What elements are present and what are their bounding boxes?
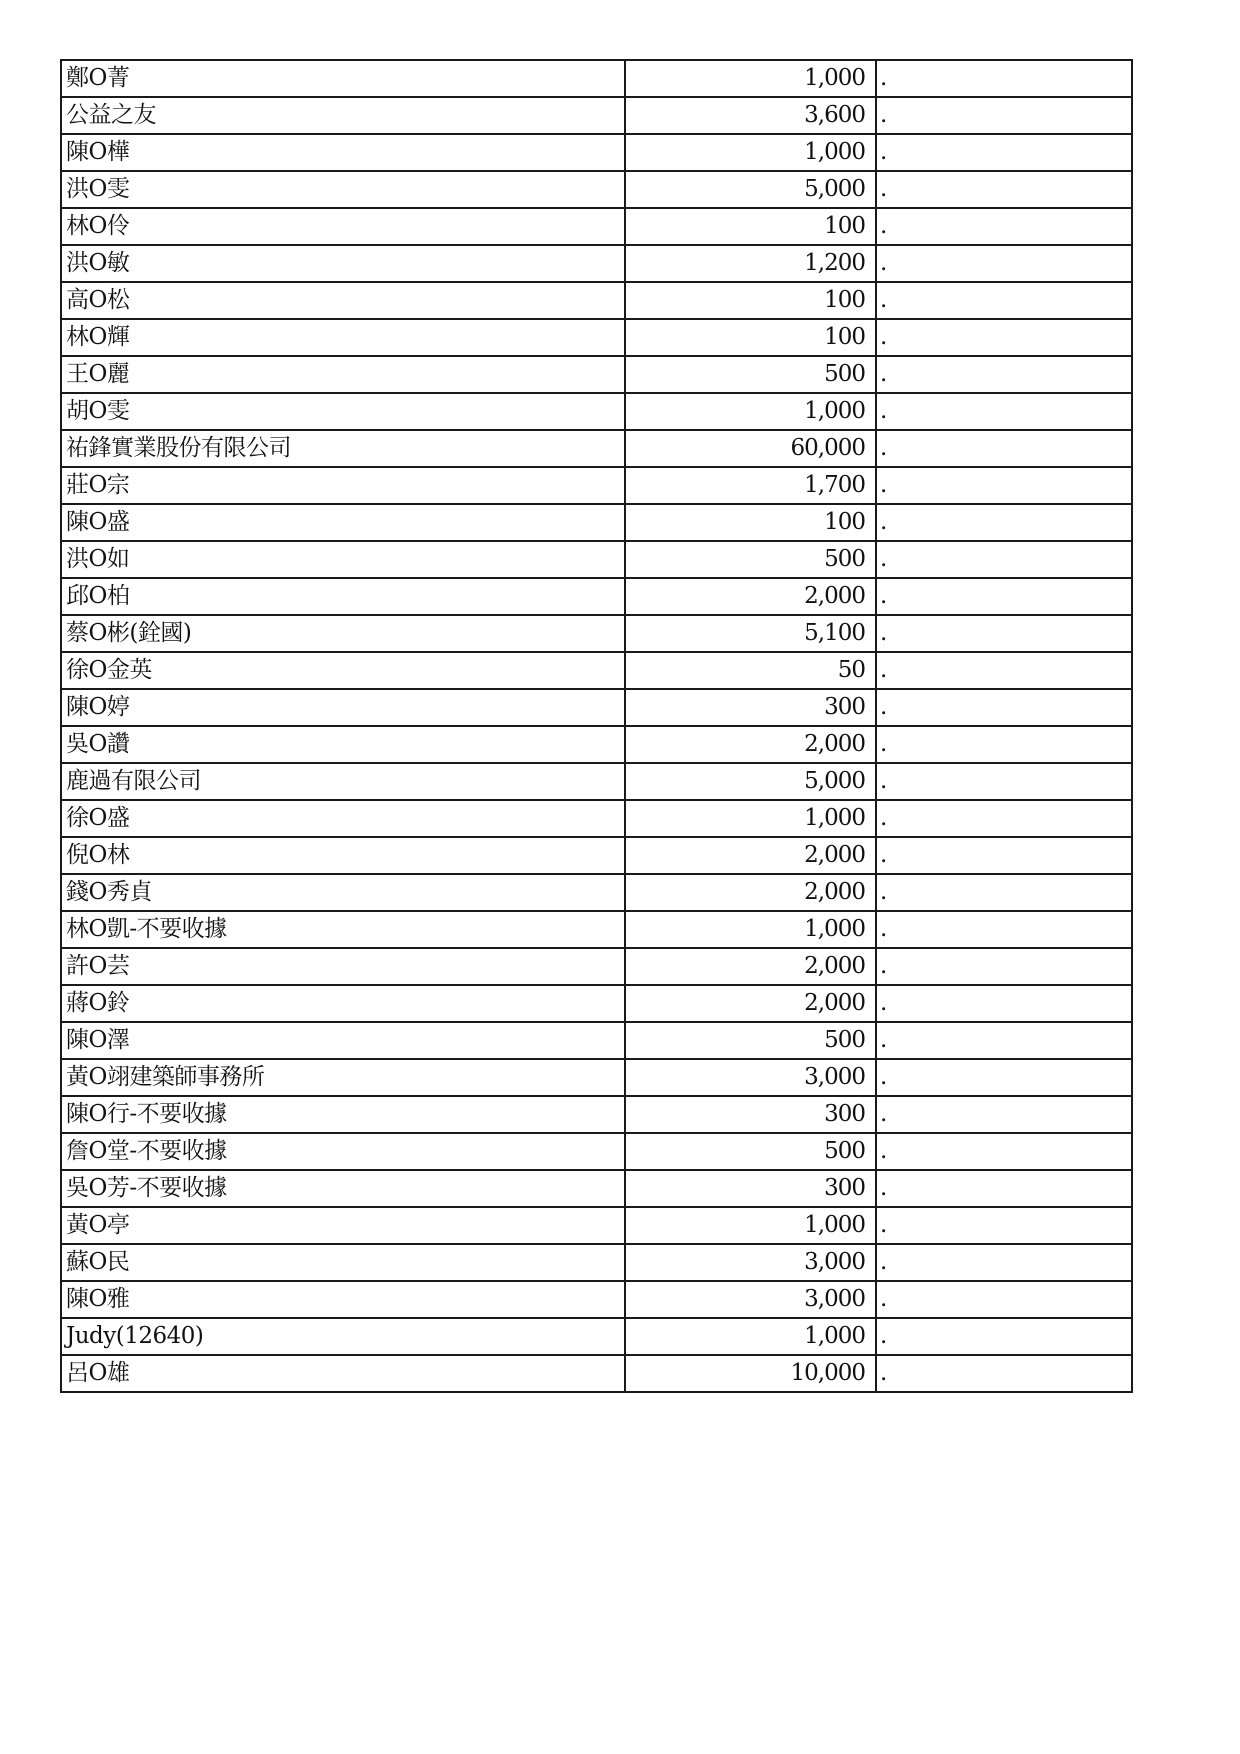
donor-name-cell: 公益之友 bbox=[61, 97, 625, 134]
note-cell: . bbox=[876, 874, 1132, 911]
note-cell: . bbox=[876, 171, 1132, 208]
donation-amount-cell: 2,000 bbox=[625, 578, 876, 615]
donor-name-cell: 吳O芳-不要收據 bbox=[61, 1170, 625, 1207]
table-row bbox=[61, 911, 1132, 948]
note-cell: . bbox=[876, 689, 1132, 726]
donation-amount-cell: 1,700 bbox=[625, 467, 876, 504]
note-cell: . bbox=[876, 1133, 1132, 1170]
donor-name-cell: 陳O行-不要收據 bbox=[61, 1096, 625, 1133]
table-row bbox=[61, 1133, 1132, 1170]
table-row bbox=[61, 208, 1132, 245]
note-cell: . bbox=[876, 467, 1132, 504]
table-row bbox=[61, 430, 1132, 467]
donation-amount-cell: 10,000 bbox=[625, 1355, 876, 1392]
table-row bbox=[61, 837, 1132, 874]
donation-amount-cell: 3,000 bbox=[625, 1244, 876, 1281]
note-cell: . bbox=[876, 282, 1132, 319]
donor-name-cell: 林O伶 bbox=[61, 208, 625, 245]
donor-name-cell: 詹O堂-不要收據 bbox=[61, 1133, 625, 1170]
donation-amount-cell: 2,000 bbox=[625, 985, 876, 1022]
donor-name-cell: 蘇O民 bbox=[61, 1244, 625, 1281]
donation-amount-cell: 50 bbox=[625, 652, 876, 689]
table-row bbox=[61, 319, 1132, 356]
donation-amount-cell: 1,000 bbox=[625, 911, 876, 948]
note-cell: . bbox=[876, 1022, 1132, 1059]
donation-amount-cell: 100 bbox=[625, 504, 876, 541]
note-cell: . bbox=[876, 948, 1132, 985]
donor-name-cell: 蔡O彬(銓國) bbox=[61, 615, 625, 652]
donation-amount-cell: 100 bbox=[625, 208, 876, 245]
donation-amount-cell: 1,000 bbox=[625, 393, 876, 430]
donation-amount-cell: 2,000 bbox=[625, 874, 876, 911]
donation-amount-cell: 2,000 bbox=[625, 948, 876, 985]
table-row bbox=[61, 763, 1132, 800]
donor-name-cell: 陳O雅 bbox=[61, 1281, 625, 1318]
donor-name-cell: 邱O柏 bbox=[61, 578, 625, 615]
donation-amount-cell: 5,100 bbox=[625, 615, 876, 652]
note-cell: . bbox=[876, 393, 1132, 430]
donor-name-cell: 洪O如 bbox=[61, 541, 625, 578]
donor-name-cell: 陳O盛 bbox=[61, 504, 625, 541]
donor-name-cell: 錢O秀貞 bbox=[61, 874, 625, 911]
note-cell: . bbox=[876, 1244, 1132, 1281]
note-cell: . bbox=[876, 541, 1132, 578]
table-row bbox=[61, 578, 1132, 615]
donor-name-cell: 祐鋒實業股份有限公司 bbox=[61, 430, 625, 467]
donor-name-cell: 鄭O菁 bbox=[61, 60, 625, 97]
donor-name-cell: 徐O盛 bbox=[61, 800, 625, 837]
table-row bbox=[61, 1059, 1132, 1096]
note-cell: . bbox=[876, 504, 1132, 541]
donor-name-cell: 洪O敏 bbox=[61, 245, 625, 282]
note-cell: . bbox=[876, 245, 1132, 282]
table-row bbox=[61, 356, 1132, 393]
donation-amount-cell: 3,000 bbox=[625, 1281, 876, 1318]
table-row bbox=[61, 1318, 1132, 1355]
donor-name-cell: 高O松 bbox=[61, 282, 625, 319]
table-row bbox=[61, 97, 1132, 134]
donor-name-cell: 徐O金英 bbox=[61, 652, 625, 689]
table-row bbox=[61, 282, 1132, 319]
table-row bbox=[61, 1022, 1132, 1059]
note-cell: . bbox=[876, 1281, 1132, 1318]
table-row bbox=[61, 467, 1132, 504]
donation-amount-cell: 2,000 bbox=[625, 837, 876, 874]
donor-name-cell: 林O凱-不要收據 bbox=[61, 911, 625, 948]
donor-name-cell: Judy(12640) bbox=[61, 1318, 625, 1355]
table-row bbox=[61, 504, 1132, 541]
donation-amount-cell: 1,000 bbox=[625, 1318, 876, 1355]
table-row bbox=[61, 1355, 1132, 1392]
table-row bbox=[61, 652, 1132, 689]
donation-amount-cell: 500 bbox=[625, 541, 876, 578]
donation-table-body bbox=[61, 60, 1132, 1392]
note-cell: . bbox=[876, 837, 1132, 874]
table-row bbox=[61, 800, 1132, 837]
donor-name-cell: 王O麗 bbox=[61, 356, 625, 393]
donation-amount-cell: 3,600 bbox=[625, 97, 876, 134]
note-cell: . bbox=[876, 208, 1132, 245]
donation-amount-cell: 60,000 bbox=[625, 430, 876, 467]
note-cell: . bbox=[876, 1207, 1132, 1244]
note-cell: . bbox=[876, 1318, 1132, 1355]
note-cell: . bbox=[876, 1096, 1132, 1133]
table-row bbox=[61, 1281, 1132, 1318]
note-cell: . bbox=[876, 652, 1132, 689]
donation-amount-cell: 100 bbox=[625, 282, 876, 319]
donation-amount-cell: 100 bbox=[625, 319, 876, 356]
donor-name-cell: 許O芸 bbox=[61, 948, 625, 985]
donation-amount-cell: 3,000 bbox=[625, 1059, 876, 1096]
note-cell: . bbox=[876, 134, 1132, 171]
donation-amount-cell: 300 bbox=[625, 1170, 876, 1207]
donation-amount-cell: 300 bbox=[625, 689, 876, 726]
donor-name-cell: 吳O讚 bbox=[61, 726, 625, 763]
donation-table bbox=[60, 59, 1133, 1393]
donor-name-cell: 呂O雄 bbox=[61, 1355, 625, 1392]
note-cell: . bbox=[876, 985, 1132, 1022]
donation-amount-cell: 300 bbox=[625, 1096, 876, 1133]
donor-name-cell: 黃O亭 bbox=[61, 1207, 625, 1244]
donor-name-cell: 洪O雯 bbox=[61, 171, 625, 208]
table-row bbox=[61, 948, 1132, 985]
table-row bbox=[61, 134, 1132, 171]
donation-amount-cell: 500 bbox=[625, 1022, 876, 1059]
table-row bbox=[61, 615, 1132, 652]
donor-name-cell: 黃O翊建築師事務所 bbox=[61, 1059, 625, 1096]
note-cell: . bbox=[876, 319, 1132, 356]
table-row bbox=[61, 1207, 1132, 1244]
note-cell: . bbox=[876, 1355, 1132, 1392]
table-row bbox=[61, 985, 1132, 1022]
table-row bbox=[61, 1096, 1132, 1133]
note-cell: . bbox=[876, 356, 1132, 393]
donor-name-cell: 陳O樺 bbox=[61, 134, 625, 171]
donation-amount-cell: 1,200 bbox=[625, 245, 876, 282]
note-cell: . bbox=[876, 615, 1132, 652]
table-row bbox=[61, 689, 1132, 726]
note-cell: . bbox=[876, 763, 1132, 800]
table-row bbox=[61, 541, 1132, 578]
note-cell: . bbox=[876, 97, 1132, 134]
table-row bbox=[61, 874, 1132, 911]
table-row bbox=[61, 171, 1132, 208]
donor-name-cell: 莊O宗 bbox=[61, 467, 625, 504]
donation-amount-cell: 500 bbox=[625, 356, 876, 393]
donation-amount-cell: 1,000 bbox=[625, 1207, 876, 1244]
donor-name-cell: 鹿過有限公司 bbox=[61, 763, 625, 800]
note-cell: . bbox=[876, 430, 1132, 467]
table-row bbox=[61, 60, 1132, 97]
note-cell: . bbox=[876, 800, 1132, 837]
donation-amount-cell: 5,000 bbox=[625, 763, 876, 800]
donation-amount-cell: 500 bbox=[625, 1133, 876, 1170]
table-row bbox=[61, 1244, 1132, 1281]
donor-name-cell: 蔣O鈴 bbox=[61, 985, 625, 1022]
donor-name-cell: 林O輝 bbox=[61, 319, 625, 356]
donation-amount-cell: 1,000 bbox=[625, 60, 876, 97]
note-cell: . bbox=[876, 578, 1132, 615]
note-cell: . bbox=[876, 1170, 1132, 1207]
donor-name-cell: 倪O林 bbox=[61, 837, 625, 874]
table-row bbox=[61, 393, 1132, 430]
donor-name-cell: 陳O澤 bbox=[61, 1022, 625, 1059]
donor-name-cell: 陳O婷 bbox=[61, 689, 625, 726]
donation-amount-cell: 5,000 bbox=[625, 171, 876, 208]
donation-amount-cell: 2,000 bbox=[625, 726, 876, 763]
donation-amount-cell: 1,000 bbox=[625, 800, 876, 837]
note-cell: . bbox=[876, 726, 1132, 763]
table-row bbox=[61, 1170, 1132, 1207]
donation-amount-cell: 1,000 bbox=[625, 134, 876, 171]
note-cell: . bbox=[876, 911, 1132, 948]
donor-name-cell: 胡O雯 bbox=[61, 393, 625, 430]
note-cell: . bbox=[876, 1059, 1132, 1096]
table-row bbox=[61, 245, 1132, 282]
note-cell: . bbox=[876, 60, 1132, 97]
table-row bbox=[61, 726, 1132, 763]
